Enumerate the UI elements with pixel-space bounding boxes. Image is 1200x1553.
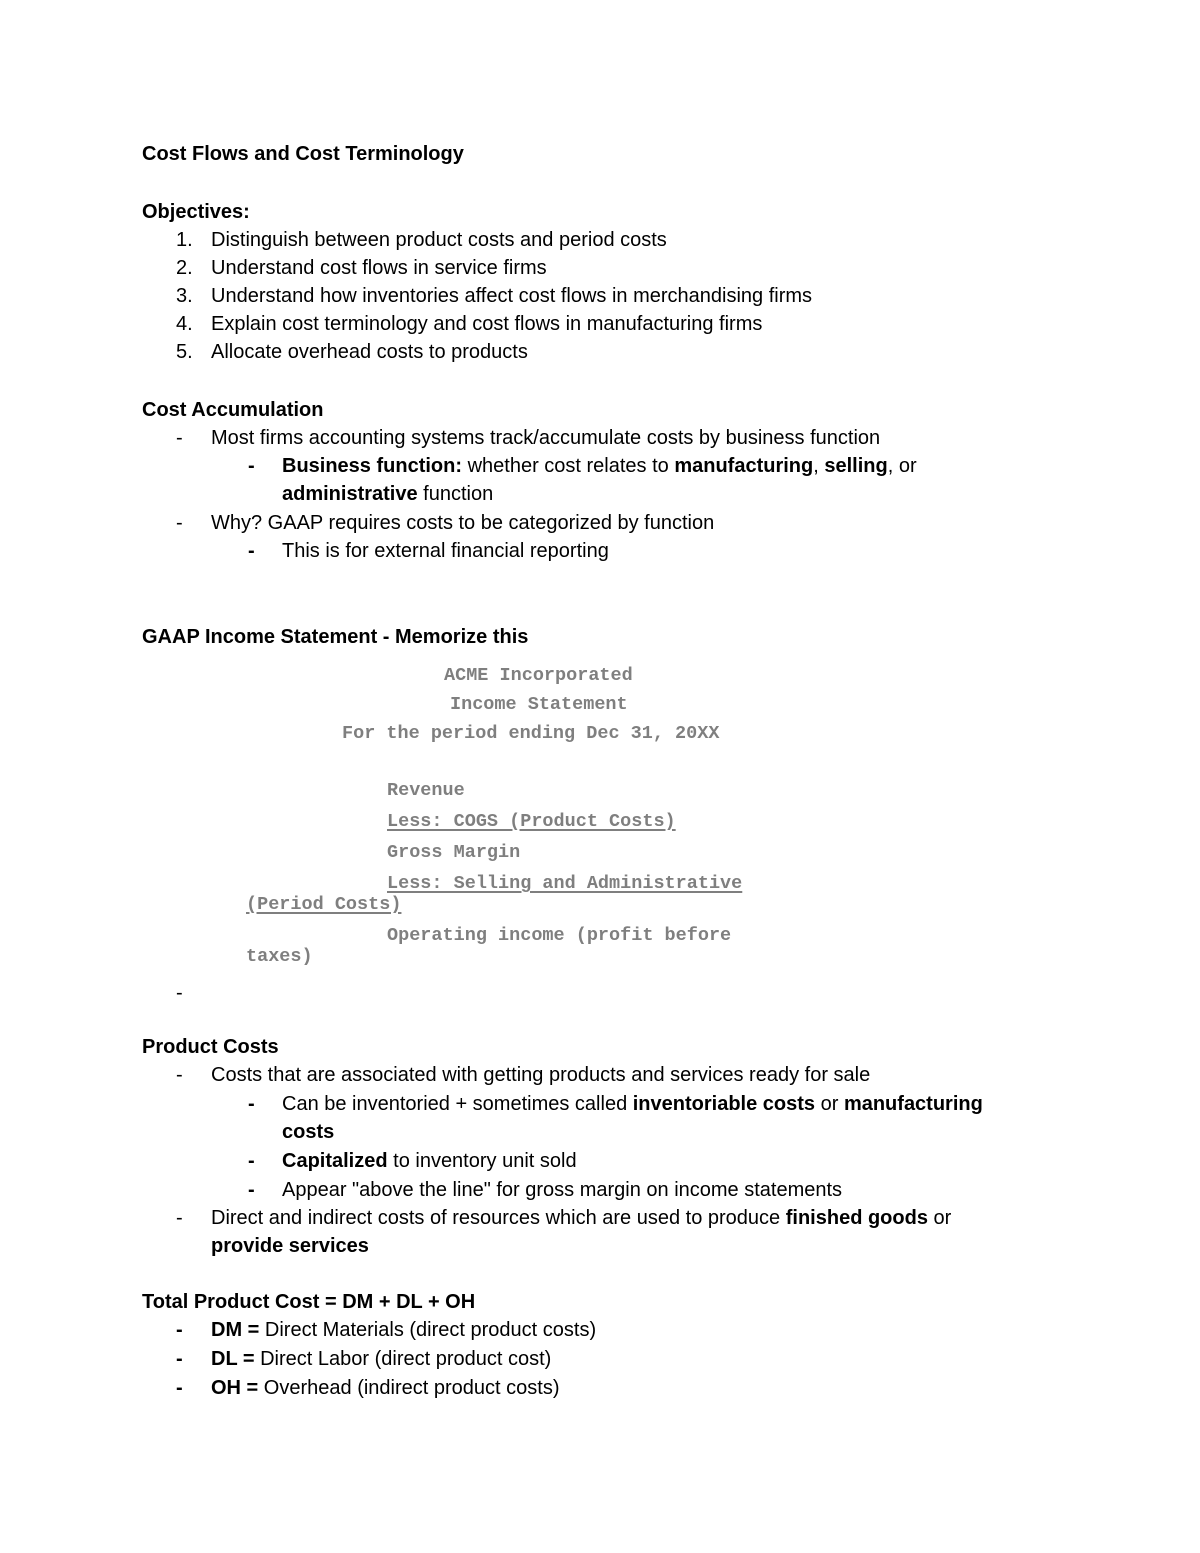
- bold-term: Business function:: [282, 455, 463, 477]
- sub-bullet-text: [282, 1147, 577, 1175]
- sub-bullet-dash: -: [248, 455, 255, 477]
- list-item: Distinguish between product costs and period costs: [211, 229, 667, 251]
- text-run: ,: [813, 455, 825, 477]
- bullet-dash: -: [176, 1319, 183, 1341]
- bullet-text: Why? GAAP requires costs to be categorized by function: [211, 512, 715, 534]
- list-item-number: 2.: [176, 257, 193, 279]
- bullet-dash: -: [176, 1207, 183, 1229]
- period-costs-line: (Period Costs): [246, 894, 402, 915]
- gaap-heading: GAAP Income Statement - Memorize this: [142, 626, 529, 648]
- text-run: or: [815, 1093, 844, 1115]
- bold-term: finished goods: [785, 1207, 928, 1229]
- text-run: Overhead (indirect product costs): [258, 1377, 560, 1399]
- bullet-text-continued: provide services: [211, 1235, 369, 1257]
- sub-bullet-dash: -: [248, 540, 255, 562]
- bullet-dash: -: [176, 1348, 183, 1370]
- text-run: Direct Labor (direct product cost): [254, 1348, 552, 1370]
- list-item: Understand cost flows in service firms: [211, 257, 547, 279]
- sub-bullet-dash: -: [248, 1093, 255, 1115]
- statement-period: For the period ending Dec 31, 20XX: [342, 723, 720, 744]
- text-run: or: [927, 1207, 952, 1229]
- total-product-cost-heading: Total Product Cost = DM + DL + OH: [142, 1291, 476, 1313]
- taxes-line: taxes): [246, 946, 313, 967]
- list-item-number: 4.: [176, 313, 193, 335]
- formula-label: OH =: [211, 1377, 259, 1399]
- bold-term: manufacturing: [674, 455, 814, 477]
- text-run: Can be inventoried + sometimes called: [282, 1093, 633, 1115]
- revenue-line: Revenue: [387, 780, 465, 801]
- sub-bullet-text: [282, 452, 917, 480]
- text-run: Direct Materials (direct product costs): [259, 1319, 597, 1341]
- list-item-number: 1.: [176, 229, 193, 251]
- list-item-number: 5.: [176, 341, 193, 363]
- bullet-dash: -: [176, 427, 183, 449]
- bullet-text: [211, 1204, 951, 1232]
- bullet-dash: -: [176, 512, 183, 534]
- text-run: Direct and indirect costs of resources which are used to produce: [211, 1207, 786, 1229]
- bullet-dash: -: [176, 1377, 183, 1399]
- list-item-number: 3.: [176, 285, 193, 307]
- sub-bullet-dash: -: [248, 1179, 255, 1201]
- list-item: Explain cost terminology and cost flows in manufacturing firms: [211, 313, 763, 335]
- list-item: Understand how inventories affect cost flows in merchandising firms: [211, 285, 813, 307]
- document-title: Cost Flows and Cost Terminology: [142, 143, 464, 165]
- gross-margin-line: Gross Margin: [387, 842, 521, 863]
- sub-bullet-dash: -: [248, 1150, 255, 1172]
- sga-line: Less: Selling and Administrative: [387, 873, 743, 894]
- product-costs-heading: Product Costs: [142, 1036, 279, 1058]
- sub-bullet-text: [282, 1090, 983, 1118]
- sub-bullet-text: Appear "above the line" for gross margin on income statements: [282, 1179, 843, 1201]
- cost-accumulation-heading: Cost Accumulation: [142, 399, 324, 421]
- sub-bullet-text-continued: costs: [282, 1121, 335, 1143]
- formula-item-dl: [211, 1345, 551, 1373]
- text-run: function: [417, 483, 494, 505]
- objectives-heading: Objectives:: [142, 201, 250, 223]
- text-run: , or: [887, 455, 917, 477]
- sub-bullet-text-continued: [282, 480, 493, 508]
- bold-term: administrative: [282, 483, 418, 505]
- statement-title: Income Statement: [450, 694, 628, 715]
- formula-item-oh: [211, 1374, 560, 1402]
- formula-label: DL =: [211, 1348, 255, 1370]
- bold-term: Capitalized: [282, 1150, 388, 1172]
- bullet-dash: -: [176, 1064, 183, 1086]
- sub-bullet-text: This is for external financial reporting: [282, 540, 609, 562]
- text-run: to inventory unit sold: [387, 1150, 577, 1172]
- bold-term: selling: [824, 455, 888, 477]
- cogs-line: Less: COGS (Product Costs): [387, 811, 676, 832]
- bullet-text: Costs that are associated with getting products and services ready for sale: [211, 1064, 871, 1086]
- formula-item-dm: [211, 1316, 596, 1344]
- bullet-dash: -: [176, 982, 183, 1004]
- bold-term: inventoriable costs: [632, 1093, 816, 1115]
- bold-term: manufacturing: [843, 1093, 983, 1115]
- company-name: ACME Incorporated: [444, 665, 633, 686]
- bullet-text: Most firms accounting systems track/accumulate costs by business function: [211, 427, 881, 449]
- operating-income-line: Operating income (profit before: [387, 925, 732, 946]
- formula-label: DM =: [211, 1319, 260, 1341]
- text-run: whether cost relates to: [462, 455, 675, 477]
- list-item: Allocate overhead costs to products: [211, 341, 528, 363]
